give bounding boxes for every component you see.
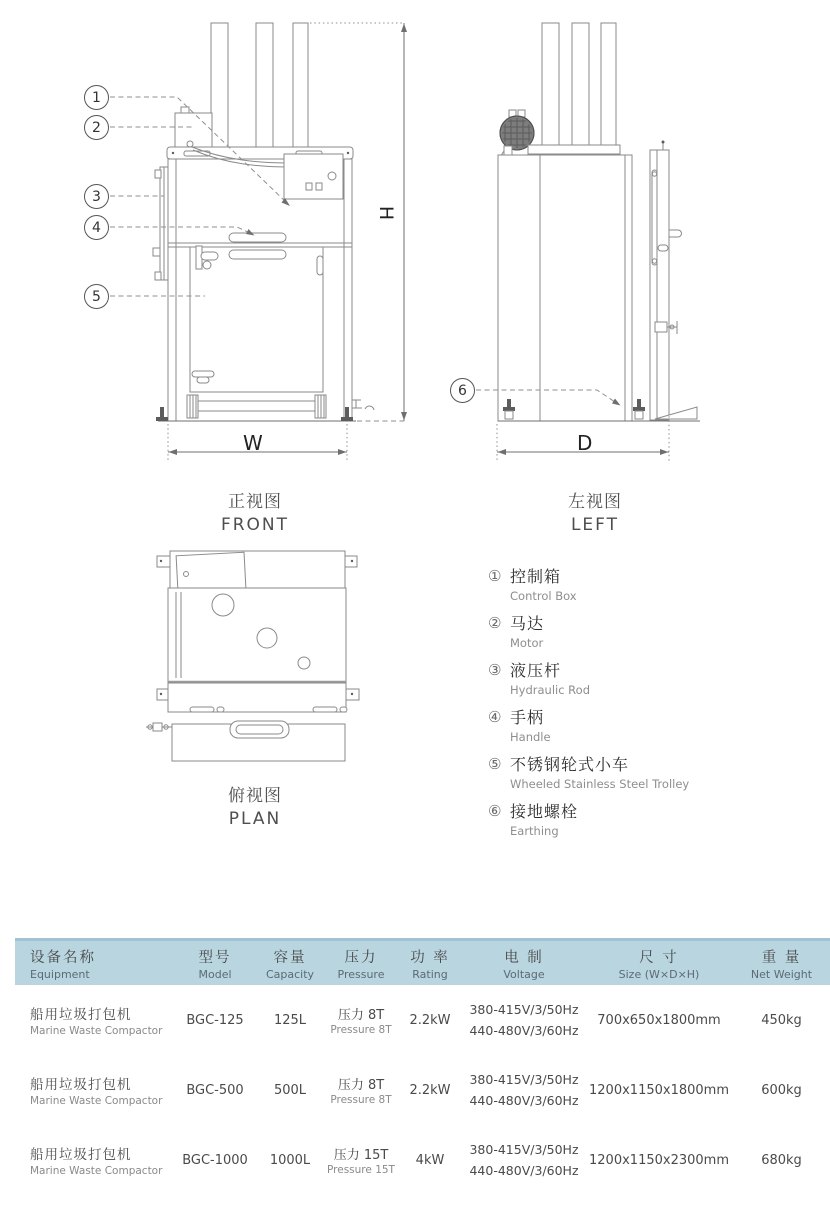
legend-zh-6: 接地螺栓 xyxy=(510,802,579,821)
cell-model xyxy=(175,1013,255,1028)
callout-4-handle: 4 xyxy=(84,215,109,240)
header-capacity xyxy=(255,946,325,981)
rating-value: 4kW xyxy=(415,1152,445,1168)
front-view-title xyxy=(170,487,340,535)
header-voltage-zh: 电 制 xyxy=(504,949,544,966)
size-value: 1200x1150x2300mm xyxy=(589,1152,729,1168)
legend-zh-1: 控制箱 xyxy=(510,567,562,586)
header-weight xyxy=(733,946,830,981)
cell-pressure xyxy=(325,1144,397,1176)
header-model xyxy=(175,946,255,981)
header-rating xyxy=(397,946,463,981)
callout-5-trolley: 5 xyxy=(84,284,109,309)
legend-en-2: Motor xyxy=(510,636,544,650)
table-row-bgc-500 xyxy=(15,1055,830,1125)
plan-view-title-zh: 俯视图 xyxy=(228,786,282,806)
dim-width-label: W xyxy=(243,431,263,455)
pressure-en: Pressure 8T xyxy=(330,1024,392,1036)
header-pressure-en: Pressure xyxy=(337,967,385,981)
model-value: BGC-125 xyxy=(186,1012,244,1028)
legend-item-control-box xyxy=(488,564,818,603)
cell-equipment xyxy=(15,1143,175,1177)
legend-en-5: Wheeled Stainless Steel Trolley xyxy=(510,777,690,791)
voltage-line-1: 380-415V/3/50Hz xyxy=(469,1141,579,1157)
cell-voltage xyxy=(463,1069,585,1112)
legend-num-4: ④ xyxy=(488,707,502,726)
parts-legend xyxy=(488,564,818,846)
legend-zh-5: 不锈钢轮式小车 xyxy=(510,755,630,774)
pressure-zh: 压力 8T xyxy=(337,1008,385,1023)
header-pressure-zh: 压力 xyxy=(344,949,378,966)
legend-zh-3: 液压杆 xyxy=(510,661,562,680)
voltage-line-1: 380-415V/3/50Hz xyxy=(469,1071,579,1087)
front-view-title-zh: 正视图 xyxy=(228,492,282,512)
left-view-title xyxy=(510,487,680,535)
dim-depth-label: D xyxy=(577,431,593,455)
header-rating-zh: 功 率 xyxy=(410,949,450,966)
voltage-line-2: 440-480V/3/60Hz xyxy=(469,1093,579,1108)
header-capacity-en: Capacity xyxy=(265,967,315,981)
equipment-en: Marine Waste Compactor xyxy=(30,1165,163,1177)
legend-en-4: Handle xyxy=(510,730,551,744)
cell-size xyxy=(585,1013,733,1028)
left-view-title-zh: 左视图 xyxy=(568,492,622,512)
legend-item-hydraulic-rod xyxy=(488,658,818,697)
pressure-zh: 压力 15T xyxy=(333,1148,389,1163)
legend-num-6: ⑥ xyxy=(488,801,502,820)
cell-pressure xyxy=(325,1004,397,1036)
cell-model xyxy=(175,1153,255,1168)
cell-rating xyxy=(397,1153,463,1168)
legend-num-1: ① xyxy=(488,566,502,585)
equipment-en: Marine Waste Compactor xyxy=(30,1095,163,1107)
voltage-line-2: 440-480V/3/60Hz xyxy=(469,1023,579,1038)
dim-height-label: H xyxy=(375,205,398,221)
header-weight-en: Net Weight xyxy=(750,967,813,981)
header-capacity-zh: 容量 xyxy=(273,949,307,966)
cell-size xyxy=(585,1153,733,1168)
header-pressure xyxy=(325,946,397,981)
table-row-bgc-125 xyxy=(15,985,830,1055)
pressure-en: Pressure 8T xyxy=(330,1094,392,1106)
cell-weight xyxy=(733,1153,830,1168)
header-weight-zh: 重 量 xyxy=(761,949,802,966)
rating-value: 2.2kW xyxy=(409,1012,451,1028)
cell-rating xyxy=(397,1083,463,1098)
legend-en-1: Control Box xyxy=(510,589,577,603)
legend-num-2: ② xyxy=(488,613,502,632)
header-equipment-zh: 设备名称 xyxy=(30,949,96,966)
spec-table xyxy=(15,938,830,1195)
pressure-en: Pressure 15T xyxy=(327,1164,395,1176)
weight-value: 600kg xyxy=(761,1082,802,1098)
cell-rating xyxy=(397,1013,463,1028)
header-size-en: Size (W×D×H) xyxy=(618,967,700,981)
legend-zh-4: 手柄 xyxy=(510,708,545,727)
equipment-zh: 船用垃圾打包机 xyxy=(30,1147,132,1163)
cell-equipment xyxy=(15,1073,175,1107)
cell-model xyxy=(175,1083,255,1098)
cell-capacity xyxy=(255,1153,325,1168)
legend-item-trolley xyxy=(488,752,818,791)
cell-weight xyxy=(733,1013,830,1028)
capacity-value: 125L xyxy=(273,1012,307,1028)
plan-view-drawing xyxy=(146,548,370,768)
header-size-zh: 尺 寸 xyxy=(639,949,679,966)
callout-6-earthing: 6 xyxy=(450,378,475,403)
capacity-value: 1000L xyxy=(269,1152,311,1168)
table-row-bgc-1000 xyxy=(15,1125,830,1195)
legend-num-5: ⑤ xyxy=(488,754,502,773)
size-value: 700x650x1800mm xyxy=(597,1012,721,1028)
callout-2-motor: 2 xyxy=(84,115,109,140)
model-value: BGC-500 xyxy=(186,1082,244,1098)
header-voltage xyxy=(463,946,585,981)
legend-item-handle xyxy=(488,705,818,744)
front-view-title-en: FRONT xyxy=(220,515,290,535)
cell-voltage xyxy=(463,999,585,1042)
header-model-en: Model xyxy=(198,967,232,981)
cell-pressure xyxy=(325,1074,397,1106)
header-equipment-en: Equipment xyxy=(30,967,90,981)
cell-equipment xyxy=(15,1003,175,1037)
size-value: 1200x1150x1800mm xyxy=(589,1082,729,1098)
equipment-zh: 船用垃圾打包机 xyxy=(30,1007,132,1023)
callout-1-control-box: 1 xyxy=(84,85,109,110)
cell-size xyxy=(585,1083,733,1098)
legend-item-motor xyxy=(488,611,818,650)
equipment-zh: 船用垃圾打包机 xyxy=(30,1077,132,1093)
legend-en-3: Hydraulic Rod xyxy=(510,683,590,697)
header-equipment xyxy=(15,946,175,981)
pressure-zh: 压力 8T xyxy=(337,1078,385,1093)
plan-view-title-en: PLAN xyxy=(228,809,282,829)
header-model-zh: 型号 xyxy=(198,949,232,966)
front-view-drawing xyxy=(80,15,420,465)
rating-value: 2.2kW xyxy=(409,1082,451,1098)
capacity-value: 500L xyxy=(273,1082,307,1098)
legend-item-earthing xyxy=(488,799,818,838)
weight-value: 450kg xyxy=(761,1012,802,1028)
cell-weight xyxy=(733,1083,830,1098)
left-view-title-en: LEFT xyxy=(570,515,620,535)
legend-en-6: Earthing xyxy=(510,824,559,838)
header-size xyxy=(585,946,733,981)
plan-view-title xyxy=(170,781,340,829)
equipment-en: Marine Waste Compactor xyxy=(30,1025,163,1037)
cell-capacity xyxy=(255,1013,325,1028)
callout-3-hydraulic-rod: 3 xyxy=(84,184,109,209)
model-value: BGC-1000 xyxy=(182,1152,248,1168)
legend-zh-2: 马达 xyxy=(510,614,545,633)
left-view-drawing xyxy=(430,15,720,465)
cell-capacity xyxy=(255,1083,325,1098)
spec-table-header xyxy=(15,938,830,985)
header-rating-en: Rating xyxy=(412,967,448,981)
cell-voltage xyxy=(463,1139,585,1182)
weight-value: 680kg xyxy=(761,1152,802,1168)
voltage-line-2: 440-480V/3/60Hz xyxy=(469,1163,579,1178)
voltage-line-1: 380-415V/3/50Hz xyxy=(469,1001,579,1017)
legend-num-3: ③ xyxy=(488,660,502,679)
header-voltage-en: Voltage xyxy=(503,967,545,981)
